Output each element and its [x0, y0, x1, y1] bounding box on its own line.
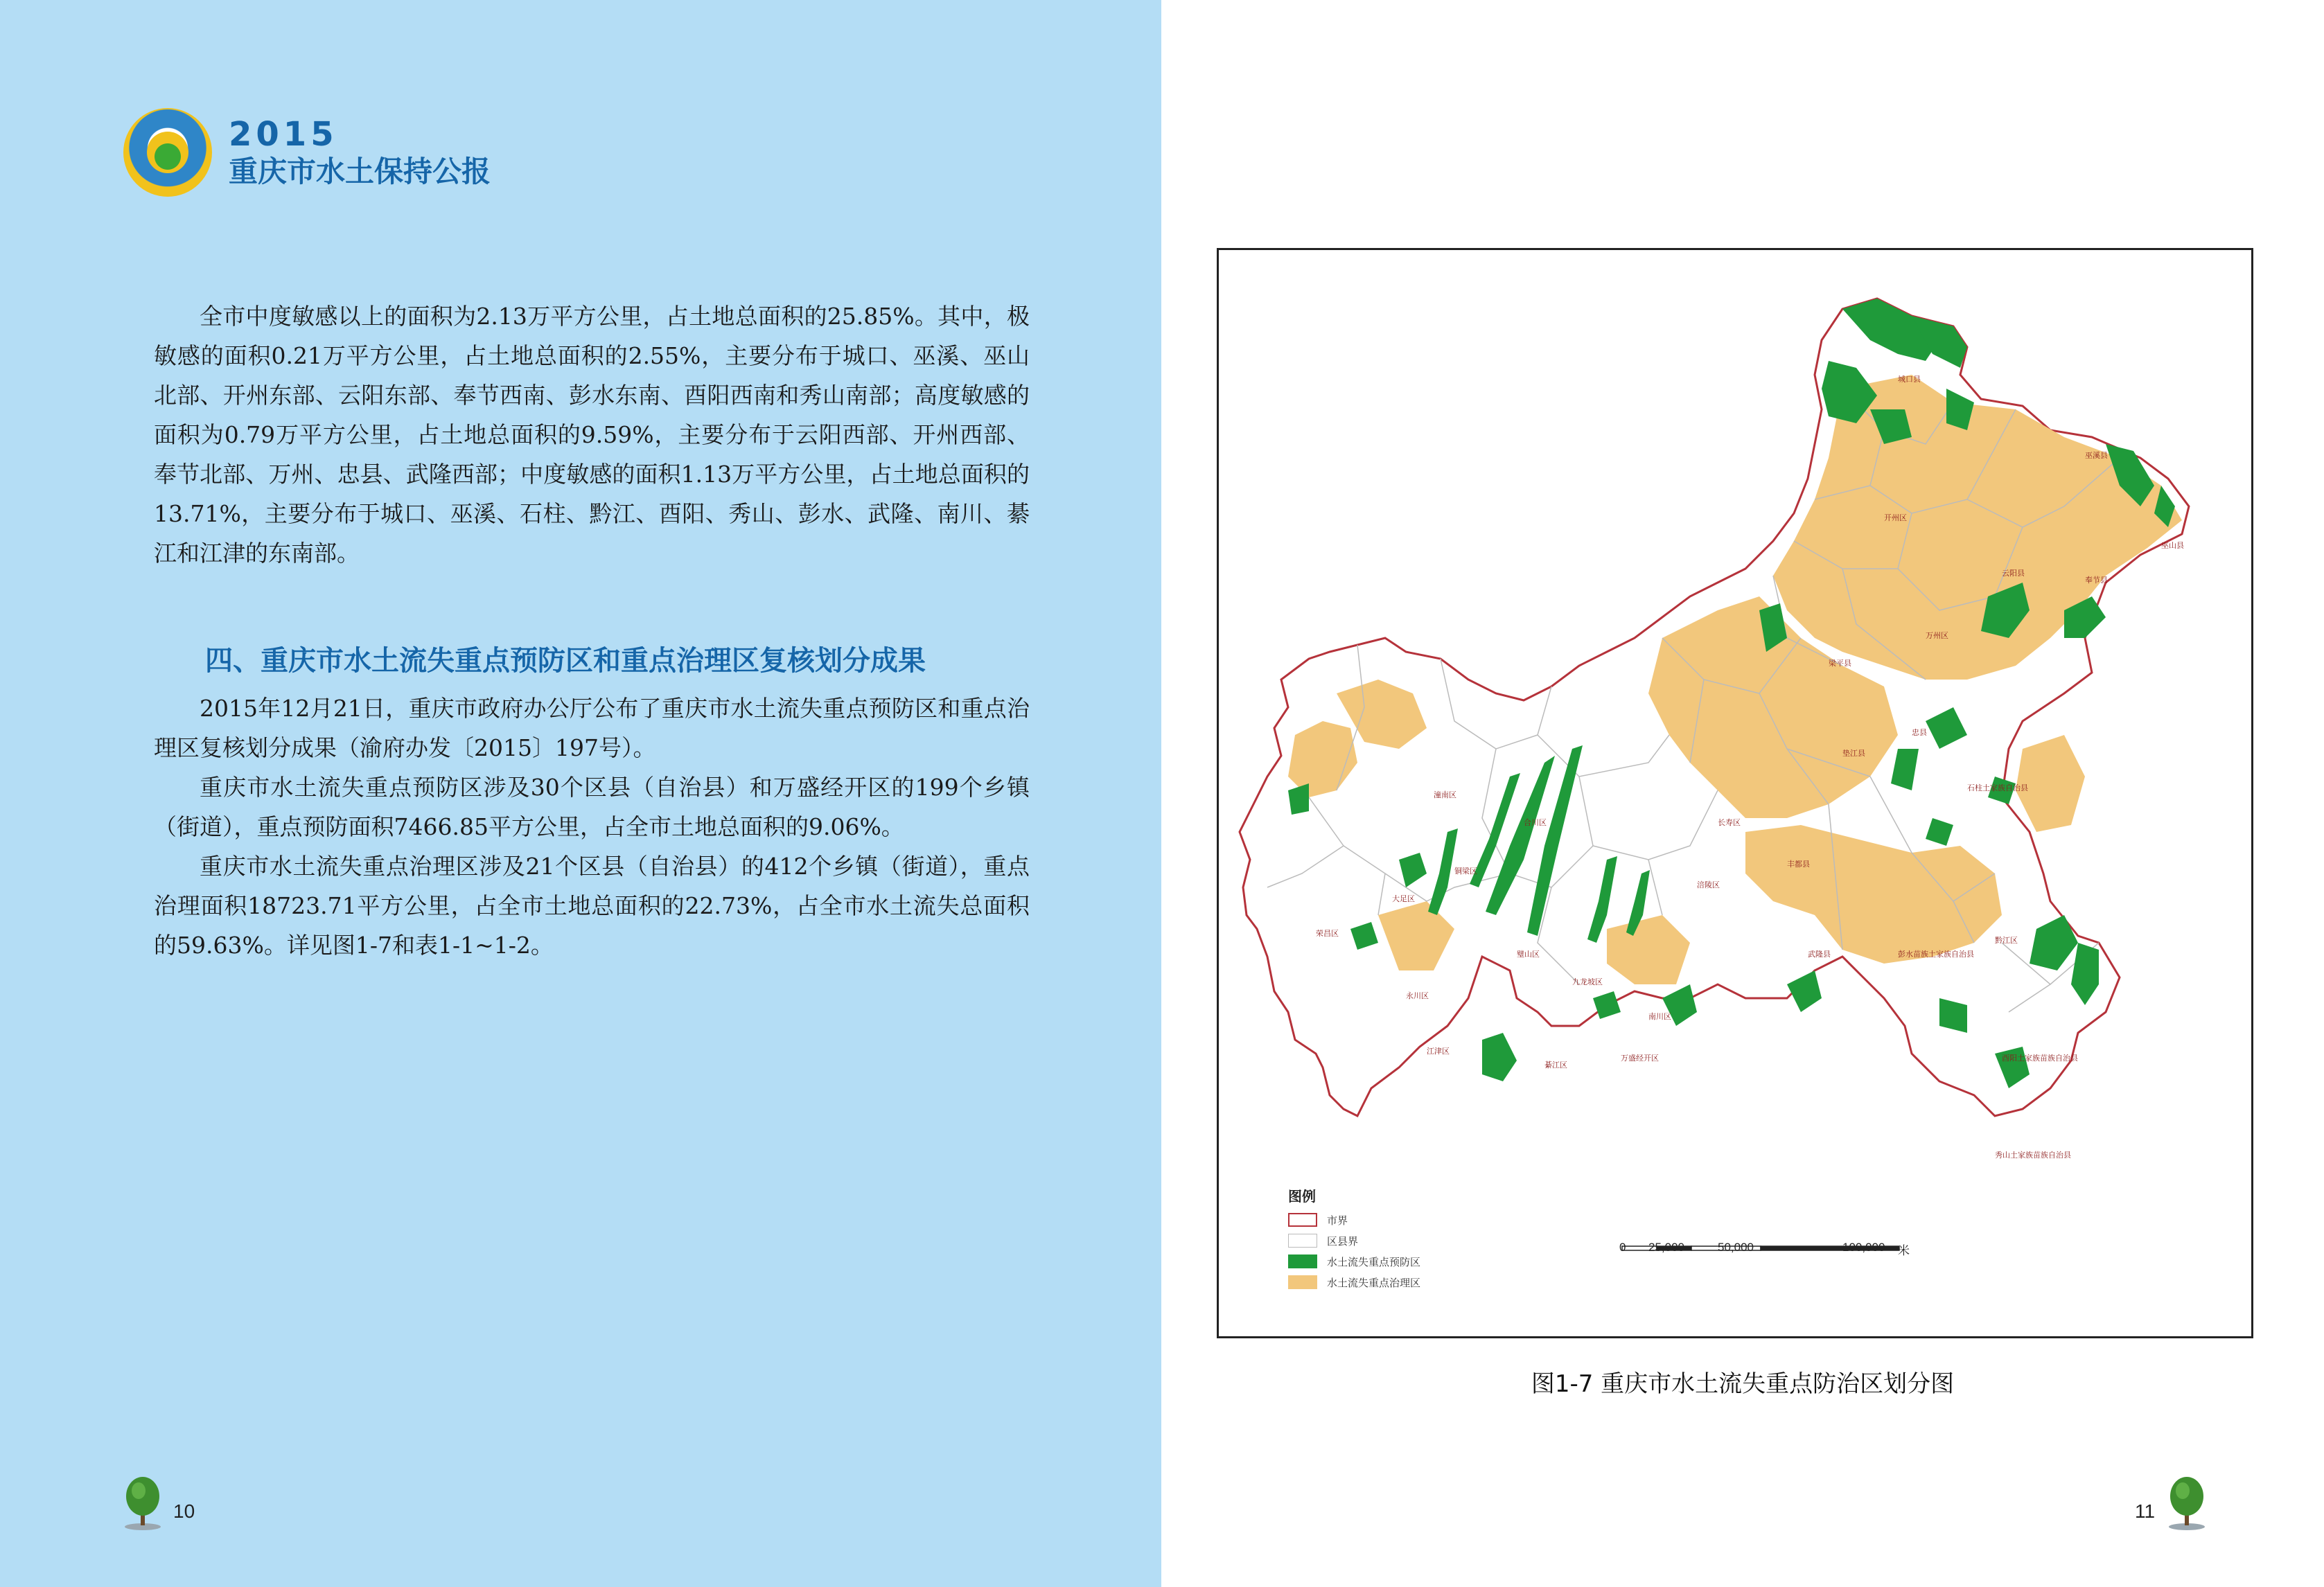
legend-label: 水土流失重点预防区 — [1327, 1255, 1421, 1268]
scale-tick-label: 25,000 — [1648, 1241, 1684, 1254]
legend-swatch — [1288, 1254, 1317, 1268]
legend-label: 市界 — [1327, 1214, 1348, 1227]
map-label: 巫溪县 — [2085, 451, 2108, 460]
bulletin-header — [123, 111, 491, 194]
map-label: 长寿区 — [1718, 818, 1741, 827]
map-label: 秀山土家族苗族自治县 — [1995, 1151, 2071, 1160]
page-number-right: 11 — [2135, 1500, 2156, 1522]
map-label: 彭水苗族土家族自治县 — [1898, 950, 1974, 959]
legend-swatch — [1288, 1275, 1317, 1289]
legend-item-city-boundary — [1288, 1209, 1420, 1230]
paragraph-announcement: 2015年12月21日，重庆市政府办公厅公布了重庆市水土流失重点预防区和重点治理区复核划分成果（渝府办发〔2015〕197号）。 — [154, 695, 1030, 761]
map-label: 巫山县 — [2161, 541, 2184, 550]
map-label: 荣昌区 — [1316, 929, 1339, 938]
soil-conservation-logo-icon — [123, 108, 212, 197]
left-page — [0, 0, 1161, 1587]
section-heading: 四、重庆市水土流失重点预防区和重点治理区复核划分成果 — [205, 645, 926, 677]
scale-tick-label: 100,000 — [1842, 1241, 1885, 1254]
page-number-left: 10 — [173, 1500, 195, 1522]
bulletin-year: 2015 — [229, 115, 338, 154]
legend-swatch — [1288, 1213, 1317, 1227]
map-label: 云阳县 — [2002, 569, 2025, 578]
legend-swatch — [1288, 1234, 1317, 1248]
tree-icon — [2166, 1475, 2208, 1531]
body-text-block-1 — [154, 296, 1030, 573]
map-label: 黔江区 — [1995, 936, 2018, 945]
map-label: 綦江区 — [1544, 1061, 1567, 1070]
map-label: 江津区 — [1427, 1047, 1450, 1056]
map-label: 奉节县 — [2085, 576, 2108, 585]
map-label: 涪陵区 — [1697, 880, 1720, 889]
map-label: 九龙坡区 — [1572, 977, 1603, 986]
paragraph-sensitivity: 全市中度敏感以上的面积为2.13万平方公里，占土地总面积的25.85%。其中，极敏感的面积0.21万平方公里，占土地总面积的2.55%，主要分布于城口、巫溪、巫山北部、开州东部、云阳东部、奉节西南、彭水东南、酉阳西南和秀山南部；高度敏感的面积为0.79万平方公里，占土地总面积的9.59%，主要分布于云阳西部、开州西部、奉节北部、万州、忠县、武隆西部；中度敏感的面积1.13万平方公里，占土地总面积的13.71%，主要分布于城口、巫溪、石柱、黔江、酉阳、秀山、彭水、武隆、南川、綦江和江津的东南部。 — [154, 303, 1030, 567]
map-label: 合川区 — [1524, 818, 1547, 827]
tree-icon — [122, 1475, 164, 1531]
map-label: 永川区 — [1406, 991, 1429, 1000]
bulletin-title: 重庆市水土保持公报 — [229, 154, 491, 188]
map-frame — [1217, 248, 2253, 1338]
map-label: 开州区 — [1884, 513, 1907, 522]
paragraph-treatment: 重庆市水土流失重点治理区涉及21个区县（自治县）的412个乡镇（街道），重点治理面积18723.71平方公里，占全市土地总面积的22.73%，占全市水土流失总面积的59.63%。详见图1-7和表1-1~1-2。 — [154, 853, 1030, 959]
map-label: 城口县 — [1898, 375, 1921, 384]
chongqing-map — [1219, 250, 2251, 1336]
map-label: 石柱土家族自治县 — [1967, 783, 2028, 792]
map-label: 梁平县 — [1829, 659, 1851, 668]
title-block — [229, 115, 491, 190]
scale-unit: 米 — [1898, 1244, 1910, 1257]
map-label: 潼南区 — [1434, 790, 1456, 799]
legend-item-county-boundary — [1288, 1230, 1420, 1251]
map-label: 酉阳土家族苗族自治县 — [2002, 1054, 2078, 1063]
map-label: 武隆县 — [1808, 950, 1831, 959]
map-label: 忠县 — [1912, 728, 1927, 737]
map-legend — [1288, 1185, 1420, 1293]
map-label: 铜梁区 — [1454, 867, 1477, 876]
right-page — [1161, 0, 2324, 1587]
scale-labels — [1621, 1241, 1912, 1257]
scale-tick-label: 0 — [1619, 1241, 1626, 1254]
map-label: 大足区 — [1392, 894, 1415, 903]
legend-title: 图例 — [1288, 1188, 1316, 1205]
legend-item-prevention — [1288, 1251, 1420, 1272]
map-label: 垫江县 — [1842, 749, 1865, 758]
map-label: 丰都县 — [1787, 860, 1810, 869]
map-label: 万州区 — [1926, 631, 1948, 640]
map-label: 南川区 — [1648, 1012, 1671, 1021]
paragraph-prevention: 重庆市水土流失重点预防区涉及30个区县（自治县）和万盛经开区的199个乡镇（街道），重点预防面积7466.85平方公里，占全市土地总面积的9.06%。 — [154, 774, 1030, 840]
map-caption: 图1-7 重庆市水土流失重点防治区划分图 — [1531, 1370, 1955, 1398]
scale-tick-label: 50,000 — [1718, 1241, 1754, 1254]
legend-item-treatment — [1288, 1272, 1420, 1293]
scale-labels-container — [1621, 1241, 1912, 1257]
legend-label: 区县界 — [1327, 1234, 1359, 1248]
map-label: 万盛经开区 — [1621, 1054, 1659, 1063]
map-label: 璧山区 — [1517, 950, 1540, 959]
body-text-block-2 — [154, 689, 1030, 965]
legend-label: 水土流失重点治理区 — [1327, 1276, 1421, 1289]
